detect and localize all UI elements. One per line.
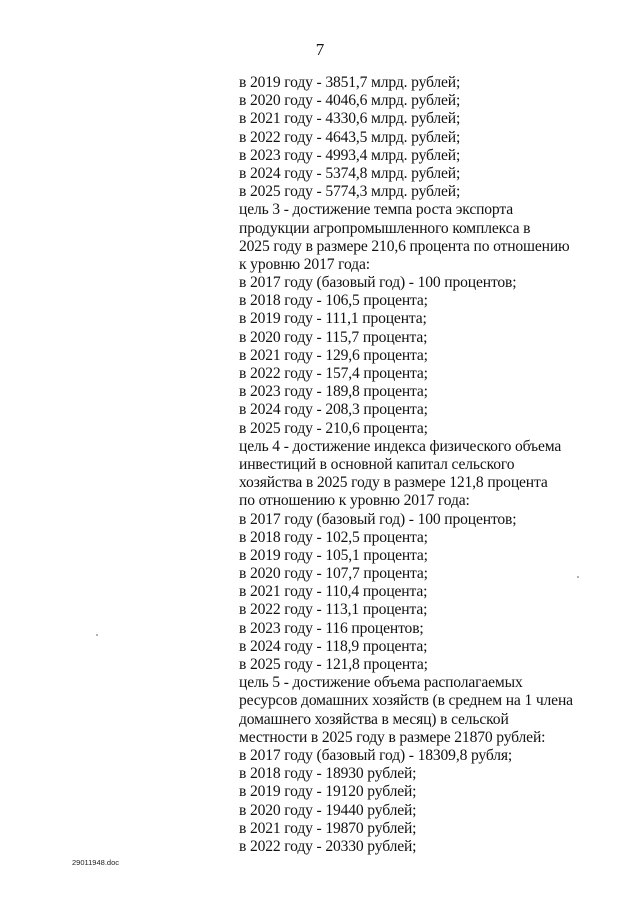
text-line: в 2021 году - 19870 рублей; bbox=[239, 819, 417, 837]
text-line: в 2024 году - 208,3 процента; bbox=[239, 401, 428, 419]
text-line: в 2023 году - 116 процентов; bbox=[239, 619, 424, 637]
text-line: продукции агропромышленного комплекса в bbox=[239, 219, 531, 237]
text-line: в 2022 году - 113,1 процента; bbox=[239, 601, 428, 619]
text-line: в 2019 году - 105,1 процента; bbox=[239, 546, 428, 564]
text-line: в 2018 году - 106,5 процента; bbox=[239, 292, 428, 310]
text-line: к уровню 2017 года: bbox=[239, 255, 370, 273]
text-line: в 2022 году - 4643,5 млрд. рублей; bbox=[239, 128, 461, 146]
text-line: в 2021 году - 4330,6 млрд. рублей; bbox=[239, 110, 461, 128]
text-line: в 2021 году - 129,6 процента; bbox=[239, 346, 428, 364]
text-line: в 2023 году - 189,8 процента; bbox=[239, 383, 428, 401]
text-line: в 2017 году (базовый год) - 100 процентов; bbox=[239, 510, 517, 528]
text-line: в 2018 году - 18930 рублей; bbox=[239, 765, 417, 783]
text-line: цель 5 - достижение объема располагаемых bbox=[239, 674, 523, 692]
text-line: цель 3 - достижение темпа роста экспорта bbox=[239, 201, 514, 219]
text-line: хозяйства в 2025 году в размере 121,8 процента bbox=[239, 474, 548, 492]
text-line: в 2025 году - 5774,3 млрд. рублей; bbox=[239, 183, 461, 201]
text-line: в 2022 году - 20330 рублей; bbox=[239, 837, 417, 855]
text-line: цель 4 - достижение индекса физического объема bbox=[239, 437, 562, 455]
text-line: в 2020 году - 19440 рублей; bbox=[239, 801, 417, 819]
scan-speck bbox=[577, 576, 579, 578]
text-line: в 2021 году - 110,4 процента; bbox=[239, 583, 428, 601]
text-line: в 2025 году - 121,8 процента; bbox=[239, 656, 428, 673]
text-line: в 2022 году - 157,4 процента; bbox=[239, 365, 428, 382]
text-line: ресурсов домашних хозяйств (в среднем на 1 члена bbox=[239, 692, 573, 710]
text-line: в 2023 году - 4993,4 млрд. рублей; bbox=[239, 146, 461, 164]
text-line: инвестиций в основной капитал сельского bbox=[239, 455, 515, 473]
text-line: 2025 году в размере 210,6 процента по отношению bbox=[239, 237, 570, 255]
text-line: в 2019 году - 111,1 процента; bbox=[239, 310, 427, 328]
text-line: в 2017 году (базовый год) - 18309,8 рубля; bbox=[239, 746, 513, 764]
text-line: в 2019 году - 19120 рублей; bbox=[239, 783, 417, 801]
text-line: в 2018 году - 102,5 процента; bbox=[239, 528, 428, 546]
text-line: в 2019 году - 3851,7 млрд. рублей; bbox=[239, 74, 461, 91]
text-line: по отношению к уровню 2017 года: bbox=[239, 492, 470, 510]
text-line: в 2020 году - 115,7 процента; bbox=[239, 328, 428, 346]
text-line: домашнего хозяйства в месяц) в сельской bbox=[239, 710, 509, 728]
text-line: в 2017 году (базовый год) - 100 процентов; bbox=[239, 274, 517, 292]
page-number: 7 bbox=[315, 40, 325, 59]
document-filename: 29011948.doc bbox=[72, 858, 119, 867]
text-line: в 2024 году - 5374,8 млрд. рублей; bbox=[239, 164, 461, 182]
scan-speck bbox=[96, 634, 98, 636]
text-line: в 2024 году - 118,9 процента; bbox=[239, 637, 428, 655]
text-line: в 2020 году - 4046,6 млрд. рублей; bbox=[239, 92, 461, 110]
body-text bbox=[239, 74, 584, 856]
text-line: в 2025 году - 210,6 процента; bbox=[239, 419, 428, 437]
text-line: в 2020 году - 107,7 процента; bbox=[239, 565, 428, 583]
text-line: местности в 2025 году в размере 21870 рублей: bbox=[239, 728, 546, 746]
